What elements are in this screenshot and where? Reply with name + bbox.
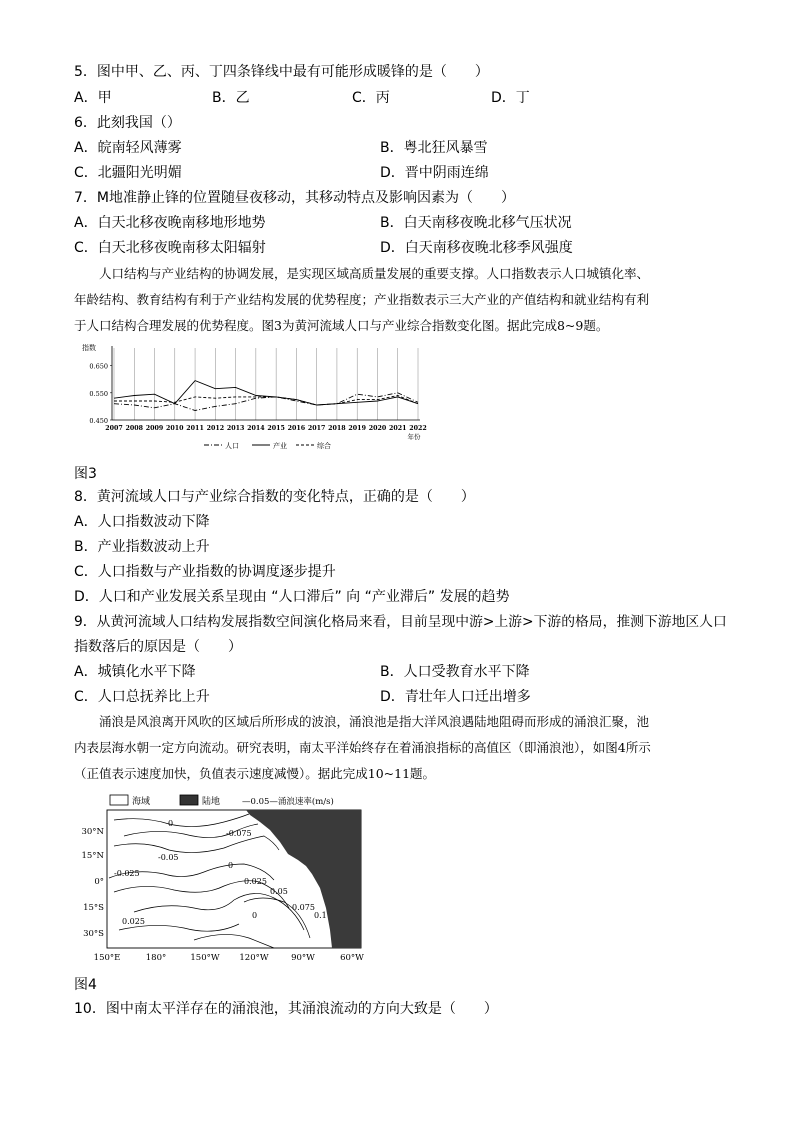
lat-label: 30°N <box>81 827 104 837</box>
q6-option-c: C．北疆阳光明媚 <box>74 165 182 181</box>
q9-option-c: C．人口总抚养比上升 <box>74 689 210 705</box>
chart-x-tick-label: 2014 <box>247 425 265 432</box>
chart-x-tick-label: 2009 <box>145 425 164 432</box>
q9-stem-line-1: 9．从黄河流域人口结构发展指数空间演化格局来看，目前呈现中游>上游>下游的格局，推测下游地区人口 <box>74 614 727 630</box>
lat-label: 15°N <box>81 851 104 861</box>
q8-option-c: C．人口指数与产业指数的协调度逐步提升 <box>74 564 336 580</box>
q8-option-a: A．人口指数波动下降 <box>74 514 210 530</box>
contour-label: 0 <box>228 861 234 870</box>
chart-legend-label: 产业 <box>273 442 287 450</box>
chart-x-tick-label: 2022 <box>409 425 427 432</box>
chart-x-tick-label: 2007 <box>105 425 123 432</box>
lon-label: 120°W <box>239 953 269 963</box>
lon-label: 90°W <box>291 953 315 963</box>
q5-option-a: A．甲 <box>74 90 112 106</box>
chart-x-tick-label: 2021 <box>388 425 407 432</box>
contour-label: 0.05 <box>270 887 288 896</box>
chart-x-tick-label: 2019 <box>348 425 366 432</box>
chart-x-label: 年份 <box>407 433 421 441</box>
chart-legend-label: 人口 <box>225 442 239 450</box>
chart-x-tick-label: 2008 <box>125 425 144 432</box>
legend-contour-label: —0.05—涌浪速率(m/s) <box>242 797 334 807</box>
contour-label: -0.05 <box>158 853 179 862</box>
passage-swell-pool <box>74 709 724 787</box>
legend-land-swatch <box>180 795 198 805</box>
chart-x-tick-label: 2013 <box>226 425 245 432</box>
q9-stem-line-2: 指数落后的原因是（ ） <box>74 639 242 655</box>
q5-stem: 5．图中甲、乙、丙、丁四条锋线中最有可能形成暖锋的是（ ） <box>74 64 489 80</box>
q7-option-b: B．白天南移夜晚北移气压状况 <box>380 215 572 231</box>
contour-label: 0.025 <box>244 877 267 886</box>
q8-option-b: B．产业指数波动上升 <box>74 539 210 555</box>
q7-option-d: D．白天南移夜晚北移季风强度 <box>380 240 573 256</box>
q9-option-d: D．青壮年人口迁出增多 <box>380 689 531 705</box>
q6-option-d: D．晋中阴雨连绵 <box>380 165 489 181</box>
q5-option-d: D．丁 <box>491 90 530 106</box>
chart-x-tick-label: 2010 <box>166 425 184 432</box>
lat-label: 0° <box>94 877 104 887</box>
legend-sea-label: 海域 <box>132 797 151 807</box>
contour-label: 0.075 <box>292 903 315 912</box>
contour-label: 0.1 <box>314 911 327 920</box>
passage1-line-3: 于人口结构合理发展的优势程度。图3为黄河流域人口与产业综合指数变化图。据此完成8~9题。 <box>74 318 609 333</box>
legend-sea-swatch <box>110 795 128 805</box>
q7-stem: 7．M地准静止锋的位置随昼夜移动，其移动特点及影响因素为（ ） <box>74 190 515 206</box>
map-body <box>107 810 361 948</box>
contour-label: 0 <box>252 911 258 920</box>
q10-stem: 10．图中南太平洋存在的涌浪池，其涌浪流动的方向大致是（ ） <box>74 1001 498 1017</box>
contour-label: -0.025 <box>114 869 140 878</box>
passage2-line-1: 涌浪是风浪离开风吹的区域后所形成的波浪，涌浪池是指大洋风浪遇陆地阻碍而形成的涌浪汇聚，池 <box>99 714 650 729</box>
q6-option-a: A．皖南轻风薄雾 <box>74 140 182 156</box>
lon-label: 150°W <box>190 953 220 963</box>
q8-stem: 8．黄河流域人口与产业综合指数的变化特点，正确的是（ ） <box>74 489 475 505</box>
figure-3-line-chart <box>74 340 434 455</box>
chart-x-tick-label: 2016 <box>287 425 306 432</box>
q6-stem: 6．此刻我国（） <box>74 115 181 131</box>
contour-label: 0.025 <box>122 917 145 926</box>
chart-x-tick-label: 2020 <box>368 425 387 432</box>
legend-land-label: 陆地 <box>202 797 221 807</box>
q7-option-a: A．白天北移夜晚南移地形地势 <box>74 215 266 231</box>
chart-legend-label: 综合 <box>317 442 331 450</box>
q7-option-c: C．白天北移夜晚南移太阳辐射 <box>74 240 266 256</box>
chart-y-tick-label: 0.550 <box>89 389 108 398</box>
q9-option-a: A．城镇化水平下降 <box>74 664 196 680</box>
chart-x-tick-label: 2018 <box>328 425 346 432</box>
passage1-line-1: 人口结构与产业结构的协调发展，是实现区域高质量发展的重要支撑。人口指数表示人口城镇化率、 <box>99 266 650 281</box>
chart-y-tick-label: 0.650 <box>89 362 108 371</box>
lon-label: 180° <box>145 953 167 963</box>
chart-x-tick-label: 2012 <box>206 425 225 432</box>
q8-option-d: D．人口和产业发展关系呈现由 “人口滞后” 向 “产业滞后” 发展的趋势 <box>74 589 510 605</box>
passage1-line-2: 年龄结构、教育结构有利于产业结构发展的优势程度；产业指数表示三大产业的产值结构和就业结构有利 <box>74 292 650 307</box>
figure-3-label: 图3 <box>74 466 97 482</box>
chart-x-tick-label: 2015 <box>267 425 285 432</box>
lon-label: 60°W <box>340 953 364 963</box>
passage2-line-3: （正值表示速度加快，负值表示速度减慢）。据此完成10~11题。 <box>74 766 436 781</box>
passage-population-industry <box>74 261 724 339</box>
chart-x-tick-label: 2011 <box>186 425 204 432</box>
q9-option-b: B．人口受教育水平下降 <box>380 664 530 680</box>
lon-label: 150°E <box>93 953 121 963</box>
chart-y-label: 指数 <box>82 344 96 352</box>
figure-4-swell-map <box>74 790 374 965</box>
contour-label: 0 <box>168 819 174 828</box>
q6-option-b: B．粤北狂风暴雪 <box>380 140 488 156</box>
q5-option-c: C．丙 <box>352 90 390 106</box>
chart-x-tick-label: 2017 <box>307 425 326 432</box>
lat-label: 15°S <box>83 903 104 913</box>
q5-option-b: B．乙 <box>212 90 250 106</box>
lat-label: 30°S <box>83 929 104 939</box>
chart-y-tick-label: 0.450 <box>89 417 108 425</box>
contour-label: -0.075 <box>226 829 252 838</box>
longitude-labels <box>94 953 365 963</box>
latitude-labels <box>81 827 104 939</box>
figure-4-label: 图4 <box>74 977 97 993</box>
passage2-line-2: 内表层海水朝一定方向流动。研究表明，南太平洋始终存在着涌浪指标的高值区（即涌浪池），如图4所示 <box>74 740 651 755</box>
